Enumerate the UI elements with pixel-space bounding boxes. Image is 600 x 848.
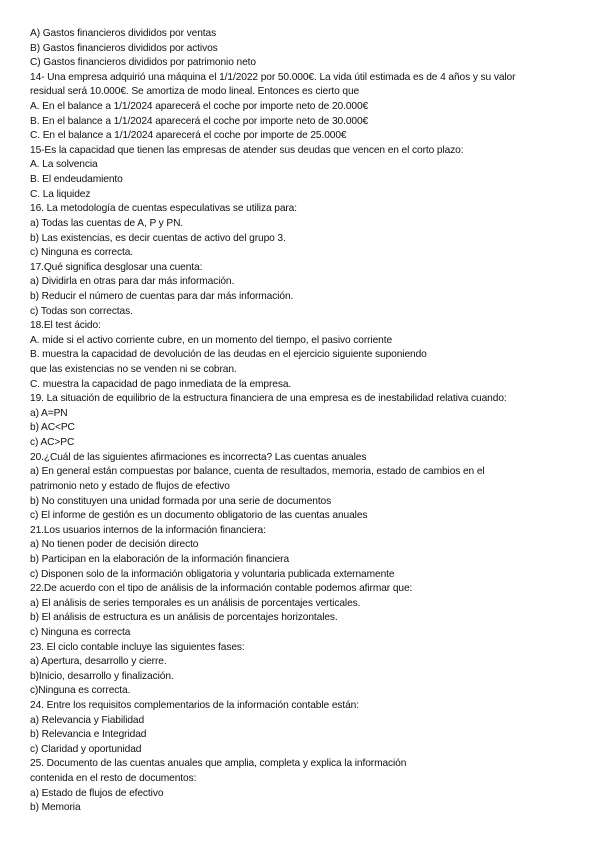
text-line: a) A=PN [30, 407, 68, 419]
text-line: c) Disponen solo de la información obligatoria y voluntaria publicada externamente [30, 568, 395, 580]
text-line: c) AC>PC [30, 437, 75, 449]
text-line: A. mide si el activo corriente cubre, en un momento del tiempo, el pasivo corriente [30, 334, 393, 346]
text-line: 21.Los usuarios internos de la información financiera: [30, 524, 266, 536]
text-line: b)Inicio, desarrollo y finalización. [30, 670, 174, 682]
text-line: B. En el balance a 1/1/2024 aparecerá el coche por importe neto de 30.000€ [30, 115, 369, 127]
text-line: 18.El test ácido: [30, 320, 101, 332]
text-line: c) Todas son correctas. [30, 305, 133, 317]
text-line: C) Gastos financieros divididos por patrimonio neto [30, 57, 256, 69]
text-line: 16. La metodología de cuentas especulativas se utiliza para: [30, 203, 297, 215]
text-line: c)Ninguna es correcta. [30, 685, 131, 697]
text-line: c) Ninguna es correcta [30, 626, 131, 638]
text-line: 14- Una empresa adquirió una máquina el 1/1/2022 por 50.000€. La vida útil estimada es de 4 años y su valor [30, 71, 516, 83]
text-line: B. El endeudamiento [30, 174, 123, 186]
text-line: 19. La situación de equilibrio de la estructura financiera de una empresa es de inestabilidad relativa cuando: [30, 393, 507, 405]
text-line: b) Participan en la elaboración de la información financiera [30, 553, 290, 565]
text-line: 24. Entre los requisitos complementarios de la información contable están: [30, 700, 359, 712]
text-line: A. En el balance a 1/1/2024 aparecerá el coche por importe neto de 20.000€ [30, 101, 369, 113]
text-line: A. La solvencia [30, 159, 98, 171]
text-line: que las existencias no se venden ni se cobran. [30, 364, 237, 376]
text-line: b) Memoria [30, 802, 81, 814]
text-line: b) Las existencias, es decir cuentas de activo del grupo 3. [30, 232, 286, 244]
text-line: patrimonio neto y estado de flujos de efectivo [30, 480, 230, 492]
text-line: 22.De acuerdo con el tipo de análisis de la información contable podemos afirmar que: [30, 583, 413, 595]
text-line: b) AC<PC [30, 422, 75, 434]
text-line: c) Ninguna es correcta. [30, 247, 134, 259]
text-line: C. muestra la capacidad de pago inmediata de la empresa. [30, 378, 292, 390]
text-line: a) Relevancia y Fiabilidad [30, 714, 145, 726]
text-line: a) Apertura, desarrollo y cierre. [30, 656, 167, 668]
text-line: c) El informe de gestión es un documento obligatorio de las cuentas anuales [30, 510, 368, 522]
text-line: a) No tienen poder de decisión directo [30, 539, 199, 551]
text-line: b) Reducir el número de cuentas para dar más información. [30, 290, 294, 302]
text-line: B. muestra la capacidad de devolución de las deudas en el ejercicio siguiente suponiendo [30, 349, 427, 361]
text-line: residual será 10.000€. Se amortiza de modo lineal. Entonces es cierto que [30, 86, 360, 98]
text-line: a) En general están compuestas por balance, cuenta de resultados, memoria, estado de cambios en el [30, 466, 485, 478]
text-line: a) Estado de flujos de efectivo [30, 787, 164, 799]
text-line: 17.Qué significa desglosar una cuenta: [30, 261, 203, 273]
text-line: b) Relevancia e Integridad [30, 729, 147, 741]
text-line: a) Dividirla en otras para dar más información. [30, 276, 235, 288]
text-line: C. En el balance a 1/1/2024 aparecerá el coche por importe de 25.000€ [30, 130, 347, 142]
text-line: 20.¿Cuál de las siguientes afirmaciones es incorrecta? Las cuentas anuales [30, 451, 367, 463]
text-line: 25. Documento de las cuentas anuales que amplia, completa y explica la información [30, 758, 407, 770]
text-line: A) Gastos financieros divididos por ventas [30, 28, 217, 39]
text-line: 15-Es la capacidad que tienen las empresas de atender sus deudas que vencen en el corto plazo: [30, 144, 464, 156]
text-line: C. La liquidez [30, 188, 91, 200]
text-line: a) Todas las cuentas de A, P y PN. [30, 217, 184, 229]
text-line: b) No constituyen una unidad formada por una serie de documentos [30, 495, 332, 507]
text-line: B) Gastos financieros divididos por activos [30, 42, 218, 54]
text-line: b) El análisis de estructura es un análisis de porcentajes horizontales. [30, 612, 338, 624]
text-line: contenida en el resto de documentos: [30, 773, 197, 785]
document-text [30, 27, 595, 816]
text-line: 23. El ciclo contable incluye las siguientes fases: [30, 641, 245, 653]
text-line: a) El análisis de series temporales es un análisis de porcentajes verticales. [30, 597, 361, 609]
text-line: c) Claridad y oportunidad [30, 743, 142, 755]
